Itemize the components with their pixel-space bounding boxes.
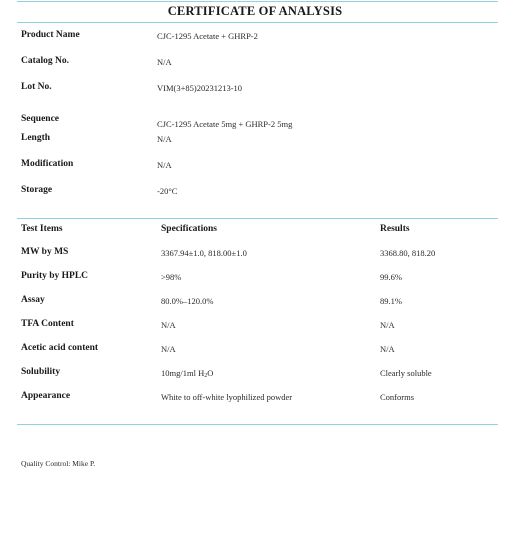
row-mw-spec: 3367.94±1.0, 818.00±1.0 [161, 248, 247, 258]
top-divider [17, 1, 498, 2]
length-value: N/A [157, 134, 172, 144]
row-assay-item: Assay [21, 295, 45, 305]
storage-value: -20°C [157, 186, 178, 196]
row-purity-result: 99.6% [380, 272, 402, 282]
solubility-spec-subscript: 2 [204, 373, 208, 379]
row-assay-result: 89.1% [380, 296, 402, 306]
row-mw-item: MW by MS [21, 247, 69, 257]
title-divider [17, 22, 498, 23]
row-appearance-result: Conforms [380, 392, 414, 402]
catalog-no-value: N/A [157, 57, 172, 67]
row-purity-item: Purity by HPLC [21, 271, 89, 281]
row-purity-spec: >98% [161, 272, 182, 282]
lot-no-label: Lot No. [21, 82, 52, 92]
row-solubility-spec [161, 368, 213, 379]
table-top-divider [17, 218, 498, 219]
row-solubility-result: Clearly soluble [380, 368, 432, 378]
header-specifications: Specifications [161, 224, 217, 234]
header-test-items: Test Items [21, 224, 63, 234]
modification-value: N/A [157, 160, 172, 170]
length-label: Length [21, 133, 51, 143]
row-acetic-item: Acetic acid content [21, 343, 99, 353]
solubility-spec-suffix: O [207, 368, 214, 378]
row-appearance-spec: White to off-white lyophilized powder [161, 392, 293, 402]
row-solubility-item: Solubility [21, 367, 61, 377]
modification-label: Modification [21, 159, 74, 169]
catalog-no-label: Catalog No. [21, 56, 70, 66]
storage-label: Storage [21, 185, 53, 195]
document-title: CERTIFICATE OF ANALYSIS [167, 4, 343, 18]
row-tfa-item: TFA Content [21, 319, 74, 329]
header-results: Results [380, 224, 410, 234]
row-tfa-spec: N/A [161, 320, 176, 330]
row-appearance-item: Appearance [21, 391, 71, 401]
table-bottom-divider [17, 424, 498, 425]
row-tfa-result: N/A [380, 320, 395, 330]
row-mw-result: 3368.80, 818.20 [380, 248, 436, 258]
sequence-label: Sequence [21, 114, 59, 124]
product-name-value: CJC-1295 Acetate + GHRP-2 [157, 31, 258, 41]
quality-control-signoff: Quality Control: Mike P. [21, 459, 96, 468]
solubility-spec-prefix: 10mg/1ml H [161, 368, 205, 378]
product-name-label: Product Name [21, 30, 80, 40]
row-assay-spec: 80.0%–120.0% [161, 296, 214, 306]
row-acetic-spec: N/A [161, 344, 176, 354]
row-acetic-result: N/A [380, 344, 395, 354]
lot-no-value: VIM(3+85)20231213-10 [157, 83, 243, 93]
sequence-value: CJC-1295 Acetate 5mg + GHRP-2 5mg [157, 119, 293, 129]
